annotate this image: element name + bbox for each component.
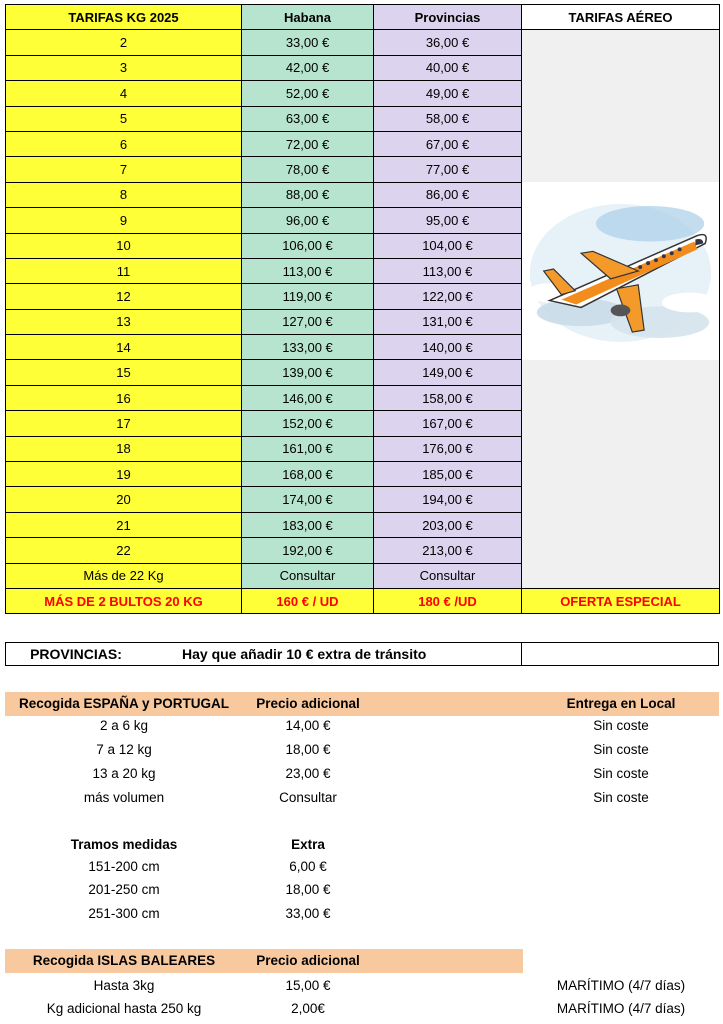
row-kg: 17 — [6, 411, 242, 436]
peninsula-row — [5, 761, 719, 785]
peninsula-col1: 2 a 6 kg — [99, 717, 149, 733]
row-habana: 168,00 € — [242, 462, 374, 487]
row-habana: 139,00 € — [242, 360, 374, 385]
peninsula-col4: Sin coste — [593, 789, 649, 805]
tariff-row — [6, 360, 720, 385]
peninsula-col4: Sin coste — [593, 717, 649, 733]
baleares-col4: MARÍTIMO (4/7 días) — [556, 1001, 686, 1016]
recogida-baleares-spacer — [373, 949, 523, 973]
row-provincias: 185,00 € — [374, 462, 522, 487]
row-habana: 33,00 € — [242, 30, 374, 55]
row-provincias: 40,00 € — [374, 55, 522, 80]
row-kg: 7 — [6, 157, 242, 182]
row-habana: 72,00 € — [242, 131, 374, 156]
row-provincias: 104,00 € — [374, 233, 522, 258]
row-habana: 183,00 € — [242, 512, 374, 537]
baleares-col2: 15,00 € — [285, 977, 331, 993]
row-provincias: 77,00 € — [374, 157, 522, 182]
row-provincias: 176,00 € — [374, 436, 522, 461]
provincias-empty-box — [521, 643, 718, 665]
tramos-row — [5, 854, 719, 878]
tariff-header-row — [6, 5, 720, 30]
row-kg: 3 — [6, 55, 242, 80]
row-kg: 22 — [6, 538, 242, 563]
aereo-blank-top — [522, 30, 720, 182]
row-provincias: 58,00 € — [374, 106, 522, 131]
row-provincias: 203,00 € — [374, 512, 522, 537]
peninsula-col1: 13 a 20 kg — [92, 765, 156, 781]
tramos-row — [5, 878, 719, 902]
baleares-col1: Hasta 3kg — [93, 977, 155, 993]
row-habana: 63,00 € — [242, 106, 374, 131]
peninsula-col4: Sin coste — [593, 765, 649, 781]
peninsula-col2: Consultar — [279, 789, 337, 805]
row-provincias: 49,00 € — [374, 81, 522, 106]
row-habana: 146,00 € — [242, 385, 374, 410]
peninsula-row — [5, 785, 719, 809]
tramos-col2: 6,00 € — [289, 858, 327, 874]
row-habana: 127,00 € — [242, 309, 374, 334]
recogida-peninsula-price-header: Precio adicional — [243, 692, 373, 716]
row-habana: 52,00 € — [242, 81, 374, 106]
row-habana: Consultar — [242, 563, 374, 588]
baleares-row — [5, 997, 719, 1021]
row-kg: 20 — [6, 487, 242, 512]
footer-habana: 160 € / UD — [242, 588, 374, 613]
tramos-row — [5, 901, 719, 925]
tramos-col1: 151-200 cm — [88, 858, 160, 874]
row-provincias: 86,00 € — [374, 182, 522, 207]
row-kg: 9 — [6, 208, 242, 233]
row-provincias: 213,00 € — [374, 538, 522, 563]
recogida-baleares-title: Recogida ISLAS BALEARES — [5, 949, 243, 973]
header-habana: Habana — [242, 5, 374, 30]
header-provincias: Provincias — [374, 5, 522, 30]
airplane-image-cell — [522, 182, 720, 360]
recogida-baleares-price-header: Precio adicional — [243, 949, 373, 973]
row-habana: 133,00 € — [242, 335, 374, 360]
row-provincias: 167,00 € — [374, 411, 522, 436]
row-kg: 19 — [6, 462, 242, 487]
baleares-col4: MARÍTIMO (4/7 días) — [556, 977, 686, 993]
row-provincias: 149,00 € — [374, 360, 522, 385]
tramos-extra-header: Extra — [291, 836, 325, 852]
row-provincias: 158,00 € — [374, 385, 522, 410]
row-habana: 78,00 € — [242, 157, 374, 182]
row-kg: 10 — [6, 233, 242, 258]
row-kg: 6 — [6, 131, 242, 156]
row-habana: 42,00 € — [242, 55, 374, 80]
tramos-col1: 201-250 cm — [88, 882, 160, 897]
peninsula-col1: 7 a 12 kg — [96, 741, 152, 757]
row-kg: 12 — [6, 284, 242, 309]
row-kg: 14 — [6, 335, 242, 360]
provincias-label: PROVINCIAS: — [30, 646, 122, 662]
provincias-message: Hay que añadir 10 € extra de tránsito — [182, 646, 427, 662]
row-kg: 21 — [6, 512, 242, 537]
row-habana: 192,00 € — [242, 538, 374, 563]
row-habana: 174,00 € — [242, 487, 374, 512]
row-kg: 5 — [6, 106, 242, 131]
airplane-icon — [522, 183, 719, 359]
header-aereo: TARIFAS AÉREO — [522, 5, 720, 30]
footer-aereo: OFERTA ESPECIAL — [522, 588, 720, 613]
provincias-note — [5, 642, 719, 666]
row-kg: 15 — [6, 360, 242, 385]
recogida-baleares-header — [5, 949, 719, 973]
tariff-table — [5, 4, 720, 614]
row-provincias: 131,00 € — [374, 309, 522, 334]
row-habana: 106,00 € — [242, 233, 374, 258]
recogida-peninsula-title: Recogida ESPAÑA y PORTUGAL — [5, 692, 243, 716]
peninsula-col2: 23,00 € — [285, 765, 331, 781]
header-kg: TARIFAS KG 2025 — [6, 5, 242, 30]
row-provincias: 122,00 € — [374, 284, 522, 309]
peninsula-col2: 18,00 € — [285, 741, 331, 757]
row-provincias: 36,00 € — [374, 30, 522, 55]
row-habana: 88,00 € — [242, 182, 374, 207]
baleares-col1: Kg adicional hasta 250 kg — [46, 1001, 202, 1016]
tramos-col2: 18,00 € — [285, 882, 331, 897]
row-kg: 11 — [6, 258, 242, 283]
entrega-local-header: Entrega en Local — [523, 692, 719, 716]
row-kg: 13 — [6, 309, 242, 334]
peninsula-row — [5, 737, 719, 761]
row-provincias: 67,00 € — [374, 131, 522, 156]
tariff-row — [6, 30, 720, 55]
aereo-blank-bottom — [522, 360, 720, 589]
row-provincias: 140,00 € — [374, 335, 522, 360]
peninsula-row — [5, 713, 719, 737]
footer-provincias: 180 € /UD — [374, 588, 522, 613]
row-provincias: 95,00 € — [374, 208, 522, 233]
row-provincias: 113,00 € — [374, 258, 522, 283]
baleares-row — [5, 973, 719, 997]
row-kg: 2 — [6, 30, 242, 55]
footer-kg: MÁS DE 2 BULTOS 20 KG — [6, 588, 242, 613]
row-kg: Más de 22 Kg — [6, 563, 242, 588]
row-habana: 161,00 € — [242, 436, 374, 461]
row-habana: 113,00 € — [242, 258, 374, 283]
row-habana: 96,00 € — [242, 208, 374, 233]
row-kg: 16 — [6, 385, 242, 410]
row-kg: 4 — [6, 81, 242, 106]
peninsula-col1: más volumen — [83, 789, 165, 805]
row-kg: 8 — [6, 182, 242, 207]
row-provincias: Consultar — [374, 563, 522, 588]
baleares-col2: 2,00€ — [291, 1001, 325, 1016]
tramos-col2: 33,00 € — [285, 905, 331, 921]
row-habana: 152,00 € — [242, 411, 374, 436]
tariff-row — [6, 182, 720, 207]
tramos-title: Tramos medidas — [70, 836, 178, 852]
row-habana: 119,00 € — [242, 284, 374, 309]
peninsula-col2: 14,00 € — [285, 717, 331, 733]
tramos-col1: 251-300 cm — [88, 905, 160, 921]
tramos-header — [5, 832, 719, 856]
row-provincias: 194,00 € — [374, 487, 522, 512]
footer-row — [6, 588, 720, 613]
peninsula-col4: Sin coste — [593, 741, 649, 757]
row-kg: 18 — [6, 436, 242, 461]
